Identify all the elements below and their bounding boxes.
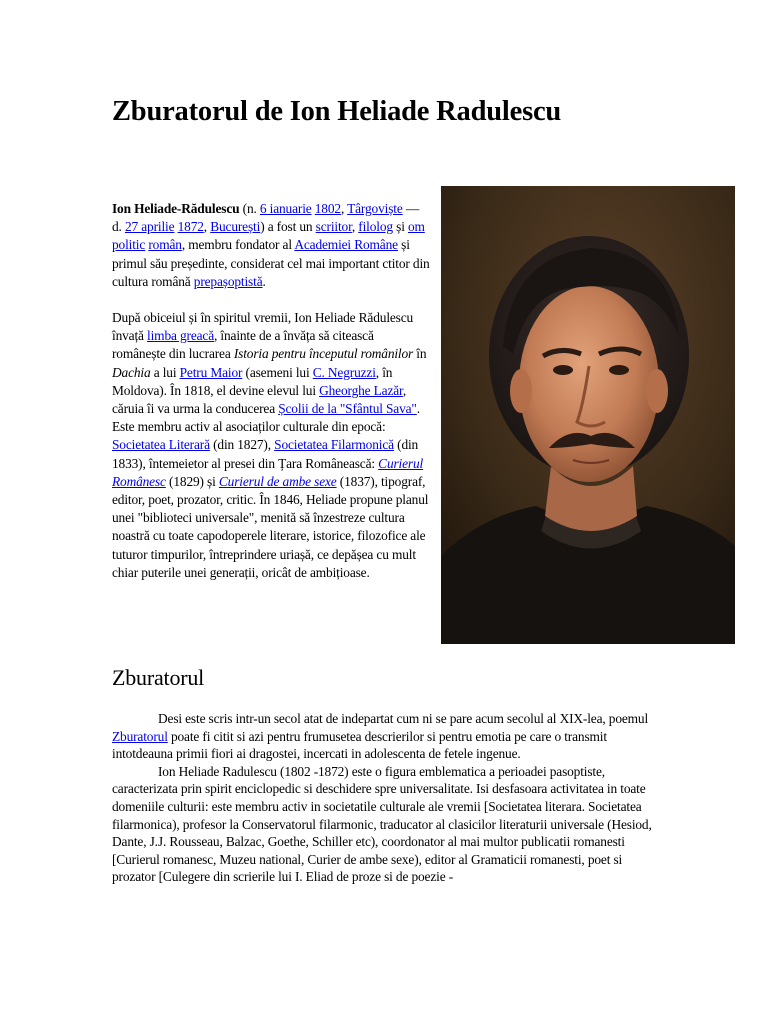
text-link[interactable]: 6 ianuarie xyxy=(259,201,312,216)
text-run: , înainte de a învăța să citească românește din lucrarea xyxy=(112,328,374,362)
intro-column xyxy=(112,200,430,600)
section-paragraph-2 xyxy=(112,763,660,886)
intro-paragraph-1 xyxy=(112,200,430,291)
text-link[interactable]: Gheorghe Lazăr xyxy=(319,382,403,398)
text-link[interactable]: român xyxy=(148,237,182,253)
text-link[interactable]: Petru Maior xyxy=(179,364,243,380)
text-run: (din 1827), xyxy=(209,437,275,453)
text-run: Ion Heliade-Rădulescu xyxy=(112,201,240,216)
text-link[interactable]: Școlii de la "Sfântul Sava" xyxy=(278,401,417,417)
text-link[interactable]: Târgoviște xyxy=(347,201,403,216)
text-run: , xyxy=(351,219,359,235)
text-run: a lui xyxy=(150,364,180,380)
text-run: ) a fost un xyxy=(260,219,316,235)
text-link[interactable]: prepașoptistă xyxy=(193,273,263,289)
text-link[interactable]: om politic xyxy=(112,219,425,253)
section-paragraph-1 xyxy=(112,710,660,763)
text-run: Dachia xyxy=(112,364,151,380)
text-run: Istoria pentru începutul românilor xyxy=(233,346,414,362)
text-link[interactable]: Curierul de ambe sexe xyxy=(218,473,337,489)
portrait-drawing xyxy=(441,186,735,644)
text-run: Ion Heliade Radulescu (1802 -1872) este o figura emblematica a perioadei pasoptiste, caracterizata prin spirit enciclopedic si deschidere spre universalitate. Isi desfasoara activitatea in toate domeniile culturii: este membru activ in societatile culturale ale vremii [Societatea literara. Societatea filarmonica), profesor la Conservatorul filarmonic, traducator al clasicilor literaturii universale (Hesiod, Dante, J.J. Rousseau, Balzac, Goethe, Schiller etc), coordonator al mai multor publicatii romanesti [Curierul romanesc, Muzeu national, Curier de ambe sexe), editor al Gramaticii romanesti, poet si prozator [Culegere din scrierile lui I. Eliad de proze si de poezie - xyxy=(112,763,652,885)
text-run: , în Moldova). În 1818, el devine elevul lui xyxy=(112,364,393,398)
text-run: (asemeni lui xyxy=(242,364,313,380)
text-run: , căruia îi va urma la conducerea xyxy=(112,382,407,417)
text-link[interactable]: C. Negruzzi xyxy=(312,364,376,380)
text-run: în xyxy=(413,346,427,362)
text-link[interactable]: limba greacă xyxy=(147,328,215,344)
text-run: (1829) și xyxy=(165,473,219,489)
page-title: Zburatorul de Ion Heliade Radulescu xyxy=(112,96,562,127)
text-link[interactable]: Curierul Românesc xyxy=(112,455,424,489)
text-run: și primul său președinte, considerat cel mai important ctitor din cultura română xyxy=(112,237,430,289)
text-link[interactable]: București xyxy=(210,219,261,235)
text-run: . xyxy=(262,273,266,289)
text-run: (1837), tipograf, editor, poet, prozator, critic. În 1846, Heliade propune planul unei "biblioteci universale", menită să înzestreze cultura noastră cu toate capodoperele literare, istorice, filozofice ale tuturor timpurilor, întreprindere uriașă, ce depășea cu mult chiar puterile unei generații, oricât de ambițioase. xyxy=(112,473,429,580)
text-run: și xyxy=(392,219,408,235)
text-run: Desi este scris intr-un secol atat de indepartat cum ni se pare acum secolul al XIX-lea, poemul xyxy=(158,711,649,726)
text-run: După obiceiul și în spiritul vremii, Ion Heliade Rădulescu învață xyxy=(112,310,414,344)
text-link[interactable]: 1872 xyxy=(177,219,204,235)
text-link[interactable]: scriitor xyxy=(315,219,352,235)
text-run: , xyxy=(203,219,211,235)
text-link[interactable]: Societatea Filarmonică xyxy=(274,437,394,453)
text-run: , xyxy=(340,201,348,216)
text-run: . Este membru activ al asociaților culturale din epocă: xyxy=(112,401,420,435)
section-body xyxy=(112,710,660,886)
text-run: , membru fondator al xyxy=(181,237,295,253)
intro-paragraph-2 xyxy=(112,309,430,582)
text-run: (din 1833), întemeietor al presei din Țara Românească: xyxy=(112,437,419,471)
text-link[interactable]: Academiei Române xyxy=(294,237,398,253)
section-heading: Zburatorul xyxy=(112,665,205,690)
text-link[interactable]: 1802 xyxy=(314,201,341,216)
text-run: — d. xyxy=(112,201,420,235)
text-run: (n. xyxy=(239,201,260,216)
text-link[interactable]: 27 aprilie xyxy=(124,219,175,235)
portrait-image xyxy=(441,186,735,644)
text-link[interactable]: Zburatorul xyxy=(112,728,168,744)
text-link[interactable]: Societatea Literară xyxy=(112,437,210,453)
text-run: poate fi citit si azi pentru frumusetea descrierilor si pentru emotia pe care o transmit intotdeauna primii fiori ai dragostei, incercati in adolescenta de fetele ingenue. xyxy=(112,728,607,762)
text-link[interactable]: filolog xyxy=(358,219,393,235)
